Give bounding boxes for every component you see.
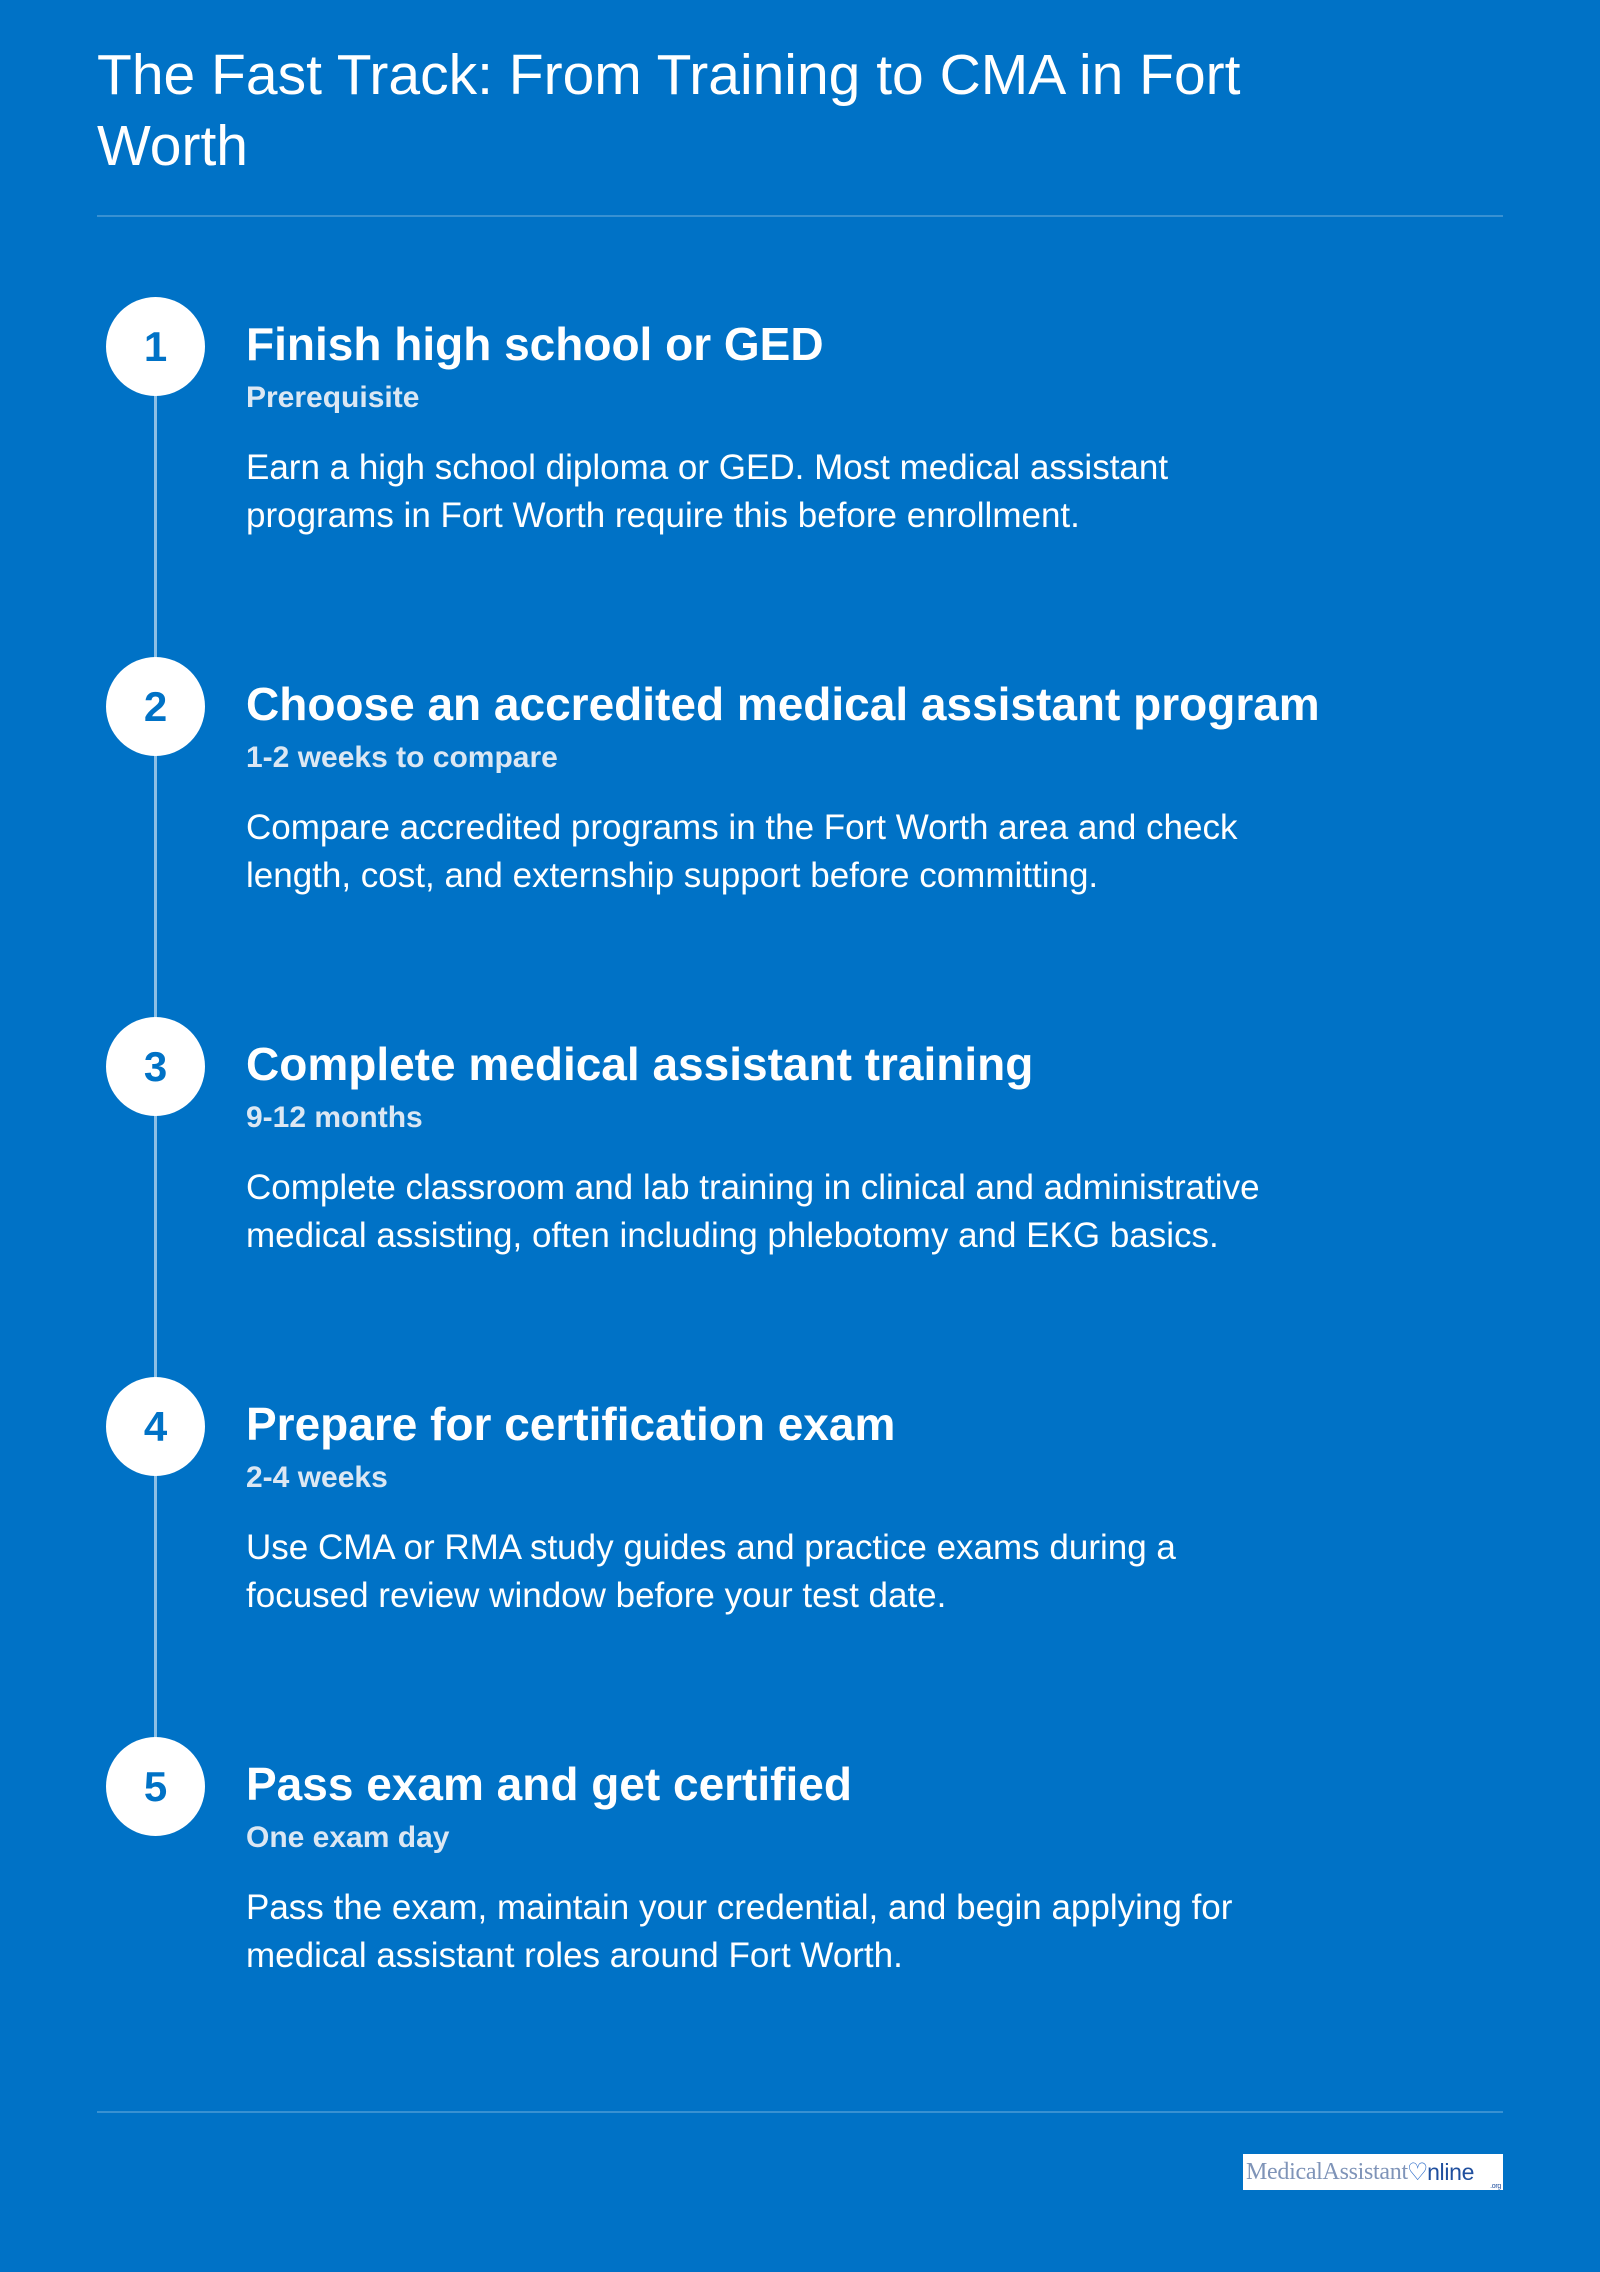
- step-content: [246, 1037, 1406, 1260]
- step-title: Pass exam and get certified: [246, 1758, 852, 1810]
- infographic-page: [97, 0, 1503, 2272]
- step-number-badge: 1: [106, 297, 205, 396]
- step-duration: 2-4 weeks: [246, 1461, 388, 1494]
- step-number-badge: 4: [106, 1377, 205, 1476]
- step-content: [246, 1757, 1406, 1980]
- logo-domain: .org: [1490, 2183, 1501, 2190]
- step-content: [246, 317, 1406, 540]
- step-content: [246, 677, 1406, 900]
- step-duration: Prerequisite: [246, 381, 420, 414]
- site-logo: [1243, 2154, 1503, 2190]
- step-number-badge: 3: [106, 1017, 205, 1116]
- step-content: [246, 1397, 1406, 1620]
- step-description: Complete classroom and lab training in clinical and administrative medical assisting, often including phlebotomy and EKG basics.: [246, 1168, 1260, 1255]
- step-description: Use CMA or RMA study guides and practice exams during a focused review window before your test date.: [246, 1528, 1176, 1615]
- step-duration: 1-2 weeks to compare: [246, 741, 558, 774]
- step-title: Complete medical assistant training: [246, 1038, 1034, 1090]
- step-description: Earn a high school diploma or GED. Most medical assistant programs in Fort Worth require this before enrollment.: [246, 448, 1169, 535]
- step-duration: One exam day: [246, 1821, 450, 1854]
- step-title: Choose an accredited medical assistant program: [246, 678, 1320, 730]
- step-title: Finish high school or GED: [246, 318, 824, 370]
- step-number-badge: 5: [106, 1737, 205, 1836]
- logo-text-secondary: nline: [1427, 2158, 1475, 2185]
- footer-divider: [97, 2111, 1503, 2113]
- page-title: The Fast Track: From Training to CMA in Fort Worth: [97, 43, 1241, 178]
- header-divider: [97, 215, 1503, 217]
- step-number-badge: 2: [106, 657, 205, 756]
- step-description: Compare accredited programs in the Fort Worth area and check length, cost, and externship support before committing.: [246, 808, 1238, 895]
- step-title: Prepare for certification exam: [246, 1398, 896, 1450]
- heart-stethoscope-icon: ♡: [1406, 2159, 1429, 2186]
- step-description: Pass the exam, maintain your credential, and begin applying for medical assistant roles around Fort Worth.: [246, 1888, 1233, 1975]
- step-duration: 9-12 months: [246, 1101, 423, 1134]
- logo-text-primary: MedicalAssistant: [1246, 2158, 1408, 2185]
